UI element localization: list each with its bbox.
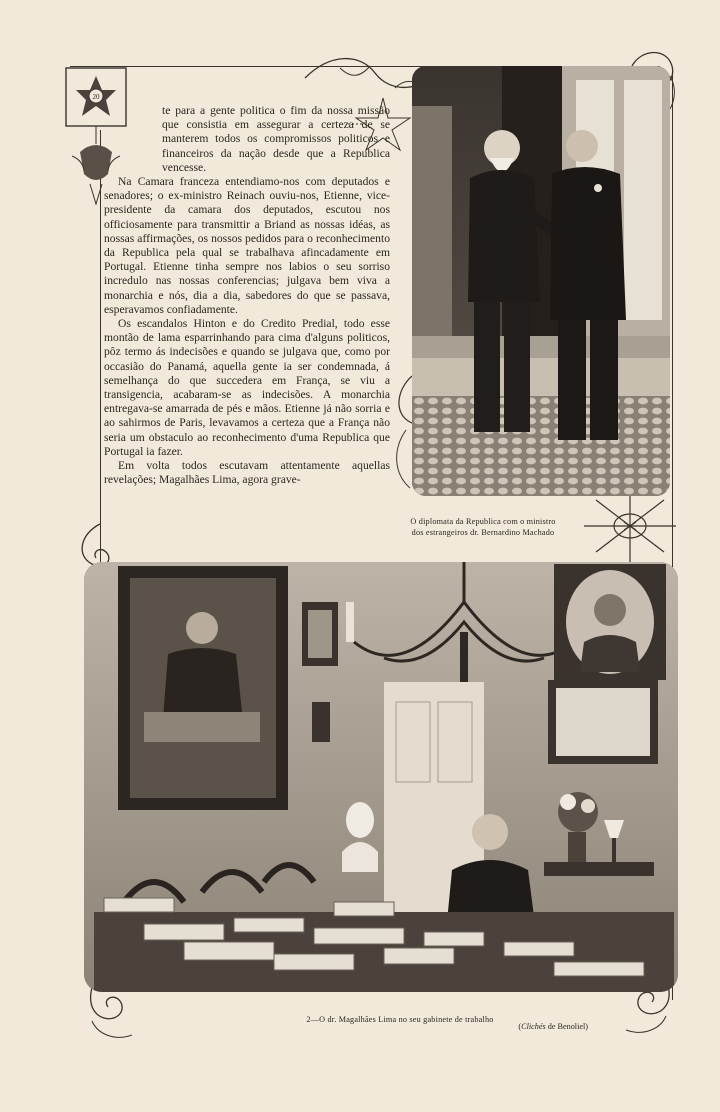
photo-credit-italic: Clichés xyxy=(521,1022,546,1031)
article-paragraph: Os escandalos Hinton e do Credito Predial, todo esse montão de lama esparrinhando para cima d'alguns politicos, pôz termo ás indecisões e quando se julgava que, como por occasião do Panamá, aquella gente ia ser condemnada, á semelhança do que succedera em França, se viu a transigencia, acabaram-se as indecisões. A monarchia entregava-se amarrada de pés e mãos. Etienne já não sorria e ao sahirmos de Paris, levavamos a certeza que a França não seria um obstaculo ao reconhecimento d'uma Republica que Portugal ia fazer. xyxy=(104,317,390,458)
photo-study-image xyxy=(84,562,678,992)
article-text xyxy=(104,104,390,524)
article-paragraph: Na Camara franceza entendiamo-nos com deputados e senadores; o ex-ministro Reinach ouviu-nos, Etienne, vice-presidente da camara dos deputados, escutou nos officiosamente para transmittir a Briand as nossas idéas, as nossas affirmações, os nossos pedidos para o reconhecimento da Republica pela qual se trabalhava afincadamente em Portugal. Etienne tinha sempre nos labios o seu sorriso incredulo nas nossas conferencias; julgava bem viva a monarchia e nós, dia a dia, sabedores do que se passava, esperavamos confiadamente. xyxy=(104,175,390,316)
article-paragraph: te para a gente politica o fim da nossa missão que consistia em assegurar a certeza de se manterem todos os compromissos politicos e financeiros da nação desde que a Republica vencesse. xyxy=(162,104,390,174)
article-paragraph: Em volta todos escutavam attentamente aquellas revelações; Magalhães Lima, agora grave- xyxy=(104,459,390,487)
photo-study xyxy=(84,562,678,992)
medal-number: 20 xyxy=(92,93,100,101)
photo-diplomats-image xyxy=(412,66,670,496)
photo-credit-open: ( xyxy=(518,1022,522,1031)
photo-diplomats xyxy=(412,66,670,496)
photo-study-caption: 2—O dr. Magalhães Lima no seu gabinete de trabalho xyxy=(306,1015,494,1024)
rosette-ornament-icon xyxy=(580,486,680,566)
photo-credit xyxy=(488,1022,588,1031)
photo-diplomats-caption-line1: O diplomata da Republica com o ministro xyxy=(410,517,556,526)
photo-diplomats-caption xyxy=(378,516,588,538)
photo-credit-rest: de Benoliel) xyxy=(545,1022,588,1031)
photo-diplomats-caption-line2: dos estrangeiros dr. Bernardino Machado xyxy=(411,528,555,537)
